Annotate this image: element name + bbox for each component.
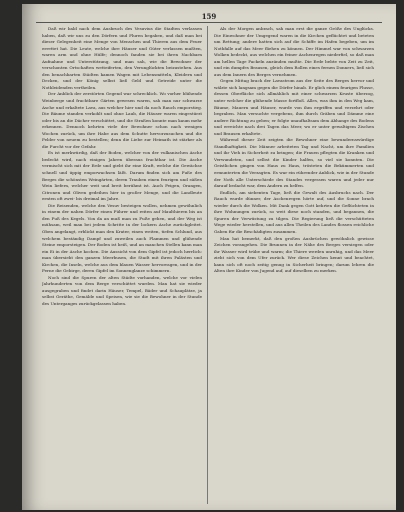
paragraph: Es ist merkwürdig, daß der Boden, welcher von der vulkanischen Asche bedeckt wird, nach einigen Jahren überaus fruchtbar ist. Die Asche vermischt sich mit der Erde und giebt ihr eine Kraft, welche die Gewächse schnell und üppig emporwachsen läßt. Darum finden sich am Fuße des Berges die schönsten Weingärten, deren Trauben einen feurigen und süßen Wein liefern, welcher weit und breit berühmt ist. Auch Feigen, Orangen, Citronen und Oliven gedeihen hier in großer Menge, und die Landleute ernten oft zwei- bis dreimal im Jahre.	[42, 150, 202, 202]
paragraph: Noch sind die Spuren der alten Städte vorhanden, welche vor vielen Jahrhunderten von dem Berge verschüttet wurden. Man hat sie wieder ausgegraben und findet darin Häuser, Tempel, Bäder und Schauplätze, ja selbst Geräthe, Gemälde und Speisen, wie sie die Bewohner in der Stunde des Unterganges zurückgelassen haben.	[42, 274, 202, 306]
paragraph: Als der Morgen anbrach, sah man erst die ganze Größe des Unglücks. Die Einwohner der Umgegend waren in die Kirchen geflüchtet und beteten um Rettung; andere hatten sich auf die Schiffe im Hafen begeben, um im Nothfalle auf das Meer fliehen zu können. Der Himmel war von schwarzen Wolken bedeckt, aus welchen ein feiner Aschenregen niederfiel, so daß man am hellen Tage Fackeln anzünden mußte. Die Erde bebte von Zeit zu Zeit, und ein dumpfes Brausen, gleich dem Rollen eines fernen Donners, ließ sich aus dem Innern des Berges vernehmen.	[214, 26, 374, 77]
page-number: 159	[201, 12, 217, 21]
text-column-left	[42, 26, 202, 504]
paragraph: Gegen Mittag brach der Lavastrom aus der Seite des Berges hervor und wälzte sich langsam gegen die Dörfer hinab. Er glich einem feurigen Flusse, dessen Oberfläche sich allmählich mit einer schwarzen Kruste überzog, unter welcher die glühende Masse fortfloß. Alles, was ihm in den Weg kam, Bäume, Mauern und Häuser, wurde von ihm ergriffen und verzehrt oder begraben. Man versuchte vergebens, ihm durch Gräben und Dämme eine andere Richtung zu geben; er folgte unaufhaltsam dem Abhange des Bodens und erreichte nach drei Tagen das Meer, wo er unter gewaltigem Zischen und Brausen erkaltete.	[214, 78, 374, 136]
paragraph: Während dieser Zeit zeigten die Bewohner eine bewundernswürdige Standhaftigkeit. Die Männer arbeiteten Tag und Nacht, um ihre Familien und ihr Vieh in Sicherheit zu bringen; die Frauen pflegten die Kranken und Verwundeten, und selbst die Kinder halfen, so viel sie konnten. Die Geistlichen gingen von Haus zu Haus, trösteten die Bekümmerten und ermunterten die Verzagten. Es war ein rührender Anblick, wie in der Stunde der Noth alle Unterschiede des Standes vergessen waren und jeder nur darauf bedacht war, dem Andern zu helfen.	[214, 137, 374, 189]
paragraph: Daß wir bald nach dem Ausbruch des Vesuvius die Stadten verlassen haben, daß wir uns zu den Dörfern und Fluren begaben, und daß man bei dieser Gelegenheit eine Menge von Menschen und Thieren aus dem Feuer errettet hat. Die Leute, welche ihre Häuser und Güter verlassen mußten, waren arm und ohne Hülfe; dennoch fanden sie bei ihren Nachbarn Aufnahme und Unterstützung, und man sah, wie die Bewohner der verschonten Ortschaften wetteiferten, den Verunglückten beizustehen. Aus den benachbarten Städten kamen Wagen mit Lebensmitteln, Kleidern und Decken, und der König selbst ließ Geld und Getreide unter die Nothleidenden vertheilen.	[42, 26, 202, 90]
column-divider	[207, 26, 208, 504]
paragraph: Der Anblick der zerstörten Gegend war schrecklich. Wo vorher blühende Weinberge und fruchtbare Gärten gewesen waren, sah man nur schwarze Asche und erkaltete Lava, aus welcher hier und da noch Rauch emporstieg. Die Bäume standen verkohlt und ohne Laub, die Häuser waren eingestürzt oder bis an die Dächer verschüttet, und die Straßen konnte man kaum mehr erkennen. Dennoch kehrten viele der Bewohner schon nach wenigen Wochen zurück, um ihre Habe aus dem Schutte hervorzusuchen und die Felder von neuem zu bestellen; denn die Liebe zur Heimath ist stärker als die Furcht vor der Gefahr.	[42, 91, 202, 149]
text-column-right	[214, 26, 374, 504]
paragraph: Endlich, am siebenten Tage, ließ die Gewalt des Ausbruchs nach. Der Rauch wurde dünner, der Aschenregen hörte auf, und die Sonne brach wieder durch die Wolken. Mit Dank gegen Gott kehrten die Geflüchteten in ihre Wohnungen zurück, so weit diese noch standen, und begannen, die Spuren der Verwüstung zu tilgen. Die Regierung ließ die verschütteten Wege wieder herstellen, und aus allen Theilen des Landes flossen reichliche Gaben für die Beschädigten zusammen.	[214, 189, 374, 234]
header-rule	[36, 22, 382, 23]
book-page	[22, 4, 396, 510]
paragraph: Man hat bemerkt, daß den großen Ausbrüchen gewöhnlich gewisse Zeichen vorangehen. Die Brunnen in der Nähe des Berges versiegen oder ihr Wasser wird trübe und warm; die Thiere werden unruhig, und das Meer zieht sich von dem Ufer zurück. Wer diese Zeichen kennt und beachtet, kann sich oft noch zeitig genug in Sicherheit bringen; darum lehren die Alten ihre Kinder von Jugend auf, auf dieselben zu merken.	[214, 235, 374, 274]
paragraph: Die Reisenden, welche den Vesuv besteigen wollen, nehmen gewöhnlich in einem der nahen Dörfer einen Führer und reiten auf Maulthieren bis an den Fuß des Kegels. Von da an muß man zu Fuße gehen, und der Weg ist mühsam, weil man bei jedem Schritte in der lockern Asche zurückgleitet. Oben angelangt, erblickt man den Krater, einen weiten, tiefen Schlund, aus welchem beständig Dampf und zuweilen auch Flammen und glühende Steine emporsteigen. Der Boden ist heiß, und an manchen Stellen kann man ein Ei in der Asche kochen. Die Aussicht von dem Gipfel ist jedoch herrlich: man übersieht den ganzen Meerbusen, die Stadt mit ihren Palästen und Kirchen, die Inseln, welche aus dem blauen Wasser hervorragen, und in der Ferne die Gebirge, deren Gipfel im Sonnenglanze schimmern.	[42, 202, 202, 274]
